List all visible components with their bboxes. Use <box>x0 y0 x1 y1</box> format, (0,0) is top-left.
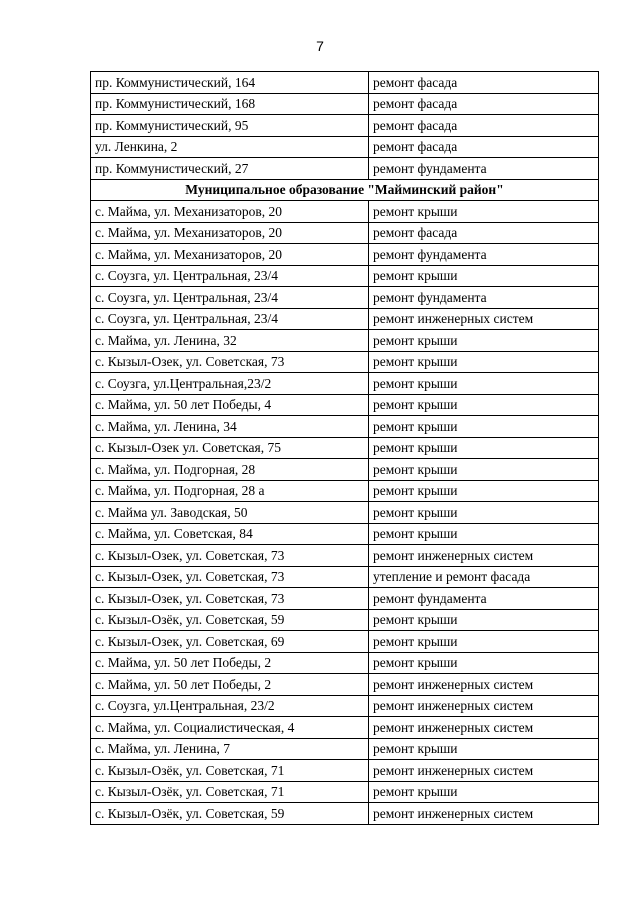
work-type-cell: ремонт крыши <box>369 201 599 223</box>
table-row <box>91 72 599 94</box>
section-title: Муниципальное образование "Майминский район" <box>91 179 599 201</box>
table-body <box>91 72 599 825</box>
table-row <box>91 803 599 825</box>
table-row <box>91 609 599 631</box>
table-row <box>91 674 599 696</box>
work-type-cell: ремонт фасада <box>369 115 599 137</box>
address-cell: с. Майма, ул. Подгорная, 28 а <box>91 480 369 502</box>
work-type-cell: ремонт крыши <box>369 459 599 481</box>
work-type-cell: ремонт крыши <box>369 330 599 352</box>
address-cell: с. Соузга, ул. Центральная, 23/4 <box>91 265 369 287</box>
address-cell: с. Майма, ул. 50 лет Победы, 2 <box>91 652 369 674</box>
address-cell: с. Соузга, ул. Центральная, 23/4 <box>91 287 369 309</box>
address-cell: с. Кызыл-Озёк, ул. Советская, 71 <box>91 760 369 782</box>
address-cell: с. Майма ул. Заводская, 50 <box>91 502 369 524</box>
table-row <box>91 631 599 653</box>
table-row <box>91 265 599 287</box>
table-row <box>91 351 599 373</box>
address-cell: с. Соузга, ул. Центральная, 23/4 <box>91 308 369 330</box>
work-type-cell: ремонт крыши <box>369 609 599 631</box>
table-row <box>91 588 599 610</box>
work-type-cell: ремонт крыши <box>369 631 599 653</box>
work-type-cell: ремонт крыши <box>369 351 599 373</box>
table-row <box>91 717 599 739</box>
work-type-cell: ремонт крыши <box>369 738 599 760</box>
address-cell: с. Майма, ул. Ленина, 7 <box>91 738 369 760</box>
table-row <box>91 136 599 158</box>
work-type-cell: ремонт инженерных систем <box>369 308 599 330</box>
address-cell: пр. Коммунистический, 164 <box>91 72 369 94</box>
address-cell: с. Кызыл-Озек, ул. Советская, 69 <box>91 631 369 653</box>
table-row <box>91 416 599 438</box>
table-row <box>91 480 599 502</box>
work-type-cell: ремонт фасада <box>369 93 599 115</box>
table-row <box>91 545 599 567</box>
work-type-cell: ремонт фундамента <box>369 244 599 266</box>
work-type-cell: ремонт инженерных систем <box>369 803 599 825</box>
address-cell: с. Кызыл-Озёк, ул. Советская, 71 <box>91 781 369 803</box>
table-row <box>91 222 599 244</box>
work-type-cell: ремонт инженерных систем <box>369 674 599 696</box>
address-cell: с. Майма, ул. Механизаторов, 20 <box>91 201 369 223</box>
address-cell: с. Кызыл-Озек, ул. Советская, 73 <box>91 545 369 567</box>
table-row <box>91 523 599 545</box>
work-type-cell: ремонт фасада <box>369 222 599 244</box>
address-work-table <box>90 71 599 825</box>
address-cell: с. Соузга, ул.Центральная, 23/2 <box>91 695 369 717</box>
address-cell: с. Майма, ул. Механизаторов, 20 <box>91 244 369 266</box>
address-cell: с. Майма, ул. Ленина, 32 <box>91 330 369 352</box>
address-cell: с. Кызыл-Озек, ул. Советская, 73 <box>91 566 369 588</box>
address-cell: с. Кызыл-Озёк, ул. Советская, 59 <box>91 803 369 825</box>
table-row <box>91 781 599 803</box>
table-row <box>91 459 599 481</box>
work-type-cell: ремонт крыши <box>369 416 599 438</box>
table-row <box>91 566 599 588</box>
work-type-cell: ремонт крыши <box>369 523 599 545</box>
page-number: 7 <box>316 38 324 54</box>
address-cell: пр. Коммунистический, 168 <box>91 93 369 115</box>
address-cell: с. Соузга, ул.Центральная,23/2 <box>91 373 369 395</box>
work-type-cell: ремонт крыши <box>369 480 599 502</box>
table-row <box>91 287 599 309</box>
work-type-cell: ремонт крыши <box>369 502 599 524</box>
address-cell: с. Майма, ул. Социалистическая, 4 <box>91 717 369 739</box>
address-cell: пр. Коммунистический, 27 <box>91 158 369 180</box>
table-row <box>91 437 599 459</box>
work-type-cell: утепление и ремонт фасада <box>369 566 599 588</box>
table-row <box>91 330 599 352</box>
address-cell: с. Майма, ул. Ленина, 34 <box>91 416 369 438</box>
address-cell: с. Кызыл-Озек ул. Советская, 75 <box>91 437 369 459</box>
work-type-cell: ремонт крыши <box>369 373 599 395</box>
table-row <box>91 738 599 760</box>
table-row <box>91 115 599 137</box>
table-row <box>91 158 599 180</box>
table-row <box>91 652 599 674</box>
work-type-cell: ремонт фундамента <box>369 588 599 610</box>
address-cell: пр. Коммунистический, 95 <box>91 115 369 137</box>
work-type-cell: ремонт крыши <box>369 437 599 459</box>
work-type-cell: ремонт инженерных систем <box>369 545 599 567</box>
address-cell: с. Майма, ул. Подгорная, 28 <box>91 459 369 481</box>
table-row <box>91 502 599 524</box>
work-type-cell: ремонт инженерных систем <box>369 760 599 782</box>
table-row <box>91 308 599 330</box>
table-row <box>91 695 599 717</box>
work-type-cell: ремонт инженерных систем <box>369 717 599 739</box>
table-row <box>91 244 599 266</box>
address-cell: с. Кызыл-Озек, ул. Советская, 73 <box>91 588 369 610</box>
address-cell: с. Майма, ул. Механизаторов, 20 <box>91 222 369 244</box>
work-type-cell: ремонт фундамента <box>369 158 599 180</box>
address-cell: с. Майма, ул. 50 лет Победы, 2 <box>91 674 369 696</box>
work-type-cell: ремонт фасада <box>369 72 599 94</box>
address-cell: с. Кызыл-Озёк, ул. Советская, 59 <box>91 609 369 631</box>
table-row <box>91 201 599 223</box>
work-type-cell: ремонт крыши <box>369 652 599 674</box>
work-type-cell: ремонт фасада <box>369 136 599 158</box>
work-type-cell: ремонт инженерных систем <box>369 695 599 717</box>
table-row <box>91 93 599 115</box>
section-header-row <box>91 179 599 201</box>
table-row <box>91 394 599 416</box>
table-row <box>91 760 599 782</box>
work-type-cell: ремонт фундамента <box>369 287 599 309</box>
address-cell: с. Майма, ул. 50 лет Победы, 4 <box>91 394 369 416</box>
work-type-cell: ремонт крыши <box>369 265 599 287</box>
table-row <box>91 373 599 395</box>
address-cell: ул. Ленкина, 2 <box>91 136 369 158</box>
address-cell: с. Майма, ул. Советская, 84 <box>91 523 369 545</box>
work-type-cell: ремонт крыши <box>369 781 599 803</box>
work-type-cell: ремонт крыши <box>369 394 599 416</box>
address-cell: с. Кызыл-Озек, ул. Советская, 73 <box>91 351 369 373</box>
